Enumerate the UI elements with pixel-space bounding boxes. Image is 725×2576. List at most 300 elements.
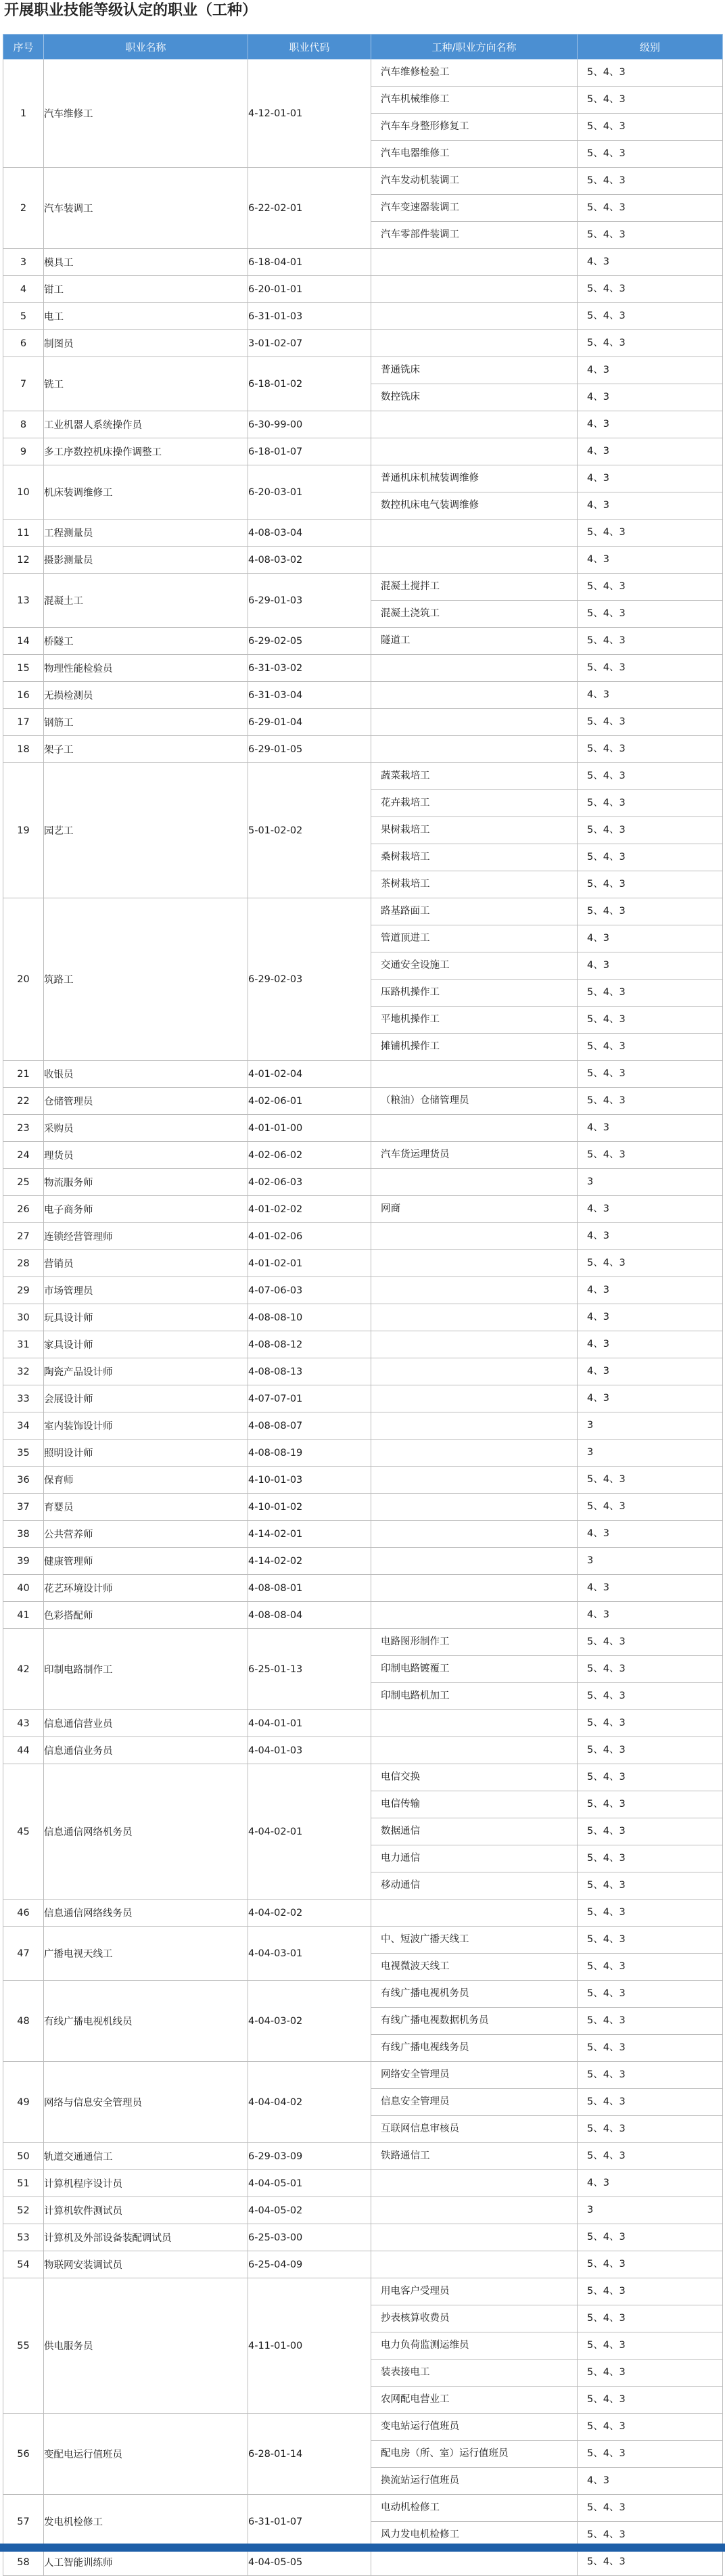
occupation-code: 6-25-01-13 [248, 1629, 371, 1710]
occupation-name: 玩具设计师 [44, 1304, 248, 1331]
row-seq: 32 [3, 1358, 44, 1385]
direction-name [371, 249, 577, 275]
table-row [3, 1088, 723, 1115]
direction-name: 换流站运行值班员 [371, 2467, 577, 2494]
occupation-code: 3-01-02-07 [248, 330, 371, 357]
header-level: 级别 [578, 34, 723, 60]
row-seq: 5 [3, 303, 44, 330]
direction-cell [371, 2495, 578, 2549]
direction-name [371, 1494, 577, 1520]
row-seq: 41 [3, 1602, 44, 1629]
direction-name [371, 303, 577, 329]
table-row [3, 1440, 723, 1467]
direction-name: 信息安全管理员 [371, 2088, 577, 2115]
occupation-name: 供电服务员 [44, 2278, 248, 2414]
level-value: 5、4、3 [587, 635, 626, 646]
row-seq: 27 [3, 1223, 44, 1250]
table-row [3, 682, 723, 709]
occupation-name: 变配电运行值班员 [44, 2414, 248, 2495]
occupation-code: 4-01-01-00 [248, 1115, 371, 1142]
direction-name [371, 520, 577, 546]
direction-name: 电力负荷监测运维员 [371, 2332, 577, 2359]
occupation-code: 4-10-01-02 [248, 1494, 371, 1521]
table-row [3, 1629, 723, 1710]
direction-name [371, 1710, 577, 1736]
level-cell [578, 2062, 723, 2143]
table-row [3, 276, 723, 303]
occupation-name: 园艺工 [44, 763, 248, 898]
level-value: 5、4、3 [578, 844, 722, 871]
table-row [3, 1927, 723, 1981]
table-row [3, 1900, 723, 1927]
level-value: 5、4、3 [578, 194, 722, 221]
direction-name: 农网配电营业工 [371, 2386, 577, 2413]
header-direction: 工种/职业方向名称 [371, 34, 578, 60]
level-cell [578, 1575, 723, 1602]
level-value: 5、4、3 [578, 1872, 722, 1899]
occupation-code: 5-01-02-02 [248, 763, 371, 898]
row-seq: 34 [3, 1412, 44, 1440]
table-row [3, 1385, 723, 1412]
level-value: 5、4、3 [578, 2359, 722, 2386]
table-row [3, 60, 723, 168]
occupation-code: 6-31-01-07 [248, 2495, 371, 2549]
occupation-code: 6-31-03-04 [248, 682, 371, 709]
level-cell [578, 2495, 723, 2549]
level-cell [578, 1629, 723, 1710]
occupation-code: 6-18-04-01 [248, 249, 371, 276]
level-cell [578, 1088, 723, 1115]
occupation-name: 钳工 [44, 276, 248, 303]
level-cell [578, 2278, 723, 2414]
direction-cell [371, 2251, 578, 2278]
occupation-name: 采购员 [44, 1115, 248, 1142]
direction-name: 数据通信 [371, 1818, 577, 1845]
row-seq: 1 [3, 60, 44, 168]
table-row [3, 2414, 723, 2495]
level-value: 5、4、3 [587, 527, 626, 538]
direction-name [371, 1169, 577, 1195]
level-value: 5、4、3 [578, 2088, 722, 2115]
occupation-code: 6-20-03-01 [248, 465, 371, 520]
occupation-name: 混凝土工 [44, 574, 248, 628]
occupation-code: 4-11-01-00 [248, 2278, 371, 2414]
level-value: 4、3 [587, 1609, 609, 1620]
level-value: 4、3 [587, 1230, 609, 1241]
level-cell [578, 1115, 723, 1142]
direction-name [371, 1521, 577, 1547]
occupation-code: 4-04-03-01 [248, 1927, 371, 1981]
row-seq: 25 [3, 1169, 44, 1196]
table-row [3, 249, 723, 276]
level-value: 5、4、3 [587, 1068, 626, 1079]
level-cell [578, 60, 723, 168]
direction-name: 混凝土搅拌工 [381, 581, 440, 592]
row-seq: 28 [3, 1250, 44, 1277]
direction-cell [371, 1061, 578, 1088]
occupation-code: 4-04-05-01 [248, 2170, 371, 2197]
occupation-name: 收银员 [44, 1061, 248, 1088]
direction-name [371, 1250, 577, 1276]
direction-name: 电力通信 [371, 1845, 577, 1872]
direction-cell [371, 1088, 578, 1115]
level-cell [578, 1467, 723, 1494]
direction-name: 汽车发动机装调工 [381, 175, 459, 186]
direction-cell [371, 736, 578, 763]
level-cell [578, 1250, 723, 1277]
row-seq: 22 [3, 1088, 44, 1115]
direction-name: 印制电路机加工 [371, 1682, 577, 1709]
row-seq: 20 [3, 898, 44, 1061]
table-row [3, 2278, 723, 2414]
level-value: 4、3 [587, 1312, 609, 1322]
direction-cell [371, 249, 578, 276]
occupation-name: 信息通信网络机务员 [44, 1764, 248, 1900]
direction-name [371, 1548, 577, 1574]
row-seq: 18 [3, 736, 44, 763]
level-value: 5、4、3 [587, 338, 626, 348]
direction-cell [371, 60, 578, 168]
level-cell [578, 763, 723, 898]
level-cell [578, 303, 723, 330]
level-cell [578, 1358, 723, 1385]
table-row [3, 1331, 723, 1358]
direction-cell [371, 1900, 578, 1927]
occupation-name: 制图员 [44, 330, 248, 357]
table-row [3, 1412, 723, 1440]
direction-cell [371, 411, 578, 438]
level-value: 5、4、3 [587, 67, 626, 78]
occupation-code: 6-29-01-04 [248, 709, 371, 736]
table-body [3, 60, 723, 2576]
direction-name: 印制电路镀覆工 [371, 1655, 577, 1682]
direction-cell [371, 276, 578, 303]
direction-name: 蔬菜栽培工 [381, 770, 430, 781]
row-seq: 52 [3, 2197, 44, 2224]
level-cell [578, 655, 723, 682]
direction-cell [371, 438, 578, 465]
level-value: 4、3 [578, 925, 722, 952]
occupation-name: 色彩搭配师 [44, 1602, 248, 1629]
table-row [3, 1115, 723, 1142]
row-seq: 42 [3, 1629, 44, 1710]
direction-name: 路基路面工 [381, 906, 430, 917]
direction-cell [371, 2197, 578, 2224]
table-row [3, 2495, 723, 2549]
direction-name: 变电站运行值班员 [381, 2421, 459, 2432]
occupation-code: 4-14-02-01 [248, 1521, 371, 1548]
level-cell [578, 2549, 723, 2576]
level-cell [578, 1169, 723, 1196]
level-value: 5、4、3 [578, 1845, 722, 1872]
occupation-code: 4-02-06-01 [248, 1088, 371, 1115]
direction-name: 网络安全管理员 [381, 2069, 450, 2080]
table-row [3, 168, 723, 249]
level-value: 5、4、3 [587, 716, 626, 727]
occupation-name: 物联网安装调试员 [44, 2251, 248, 2278]
occupation-code: 4-04-02-02 [248, 1900, 371, 1927]
level-cell [578, 1764, 723, 1900]
direction-cell [371, 1304, 578, 1331]
level-cell [578, 1981, 723, 2062]
direction-name: 摊铺机操作工 [371, 1033, 577, 1060]
row-seq: 21 [3, 1061, 44, 1088]
occupation-name: 轨道交通通信工 [44, 2143, 248, 2170]
direction-name: 中、短波广播天线工 [381, 1934, 469, 1945]
occupation-name: 电工 [44, 303, 248, 330]
direction-name: 汽车变速器装调工 [371, 194, 577, 221]
level-value: 5、4、3 [587, 1501, 626, 1512]
row-seq: 33 [3, 1385, 44, 1412]
direction-name: 普通机床机械装调维修 [381, 473, 479, 484]
table-row [3, 1575, 723, 1602]
direction-name [371, 438, 577, 465]
occupation-code: 4-12-01-01 [248, 60, 371, 168]
row-seq: 29 [3, 1277, 44, 1304]
occupation-name: 工程测量员 [44, 520, 248, 547]
direction-cell [371, 547, 578, 574]
direction-name [371, 1737, 577, 1764]
level-value: 5、4、3 [587, 770, 626, 781]
direction-cell [371, 465, 578, 520]
row-seq: 10 [3, 465, 44, 520]
direction-name: 隧道工 [381, 635, 411, 646]
row-seq: 9 [3, 438, 44, 465]
row-seq: 40 [3, 1575, 44, 1602]
level-cell [578, 438, 723, 465]
occupation-name: 营销员 [44, 1250, 248, 1277]
level-value: 5、4、3 [587, 1718, 626, 1728]
occupation-name: 桥隧工 [44, 628, 248, 655]
row-seq: 19 [3, 763, 44, 898]
direction-name: 风力发电机检修工 [371, 2521, 577, 2548]
direction-name: 装表接电工 [371, 2359, 577, 2386]
row-seq: 58 [3, 2549, 44, 2576]
direction-name [371, 1061, 577, 1087]
table-row [3, 520, 723, 547]
direction-cell [371, 628, 578, 655]
occupation-name: 会展设计师 [44, 1385, 248, 1412]
level-value: 4、3 [587, 554, 609, 565]
level-cell [578, 2170, 723, 2197]
direction-name [371, 330, 577, 356]
occupation-code: 4-04-05-02 [248, 2197, 371, 2224]
occupation-name: 连锁经营管理师 [44, 1223, 248, 1250]
occupation-code: 6-25-04-09 [248, 2251, 371, 2278]
occupation-name: 物理性能检验员 [44, 655, 248, 682]
level-value: 5、4、3 [587, 283, 626, 294]
occupation-code: 4-07-07-01 [248, 1385, 371, 1412]
direction-cell [371, 1981, 578, 2062]
direction-name [371, 2251, 577, 2278]
direction-name [371, 1440, 577, 1466]
occupation-name: 钢筋工 [44, 709, 248, 736]
direction-cell [371, 1331, 578, 1358]
direction-cell [371, 1467, 578, 1494]
level-value: 5、4、3 [578, 1006, 722, 1033]
level-cell [578, 898, 723, 1061]
table-row [3, 1764, 723, 1900]
direction-name: 数控机床电气装调维修 [371, 492, 577, 519]
level-value: 5、4、3 [578, 1655, 722, 1682]
level-value: 4、3 [587, 1393, 609, 1404]
level-cell [578, 574, 723, 628]
direction-cell [371, 1548, 578, 1575]
direction-name: 抄表核算收费员 [371, 2305, 577, 2332]
level-value: 5、4、3 [587, 743, 626, 754]
level-value: 5、4、3 [587, 662, 626, 673]
header-name: 职业名称 [44, 34, 248, 60]
level-value: 4、3 [587, 473, 609, 484]
occupation-code: 6-29-01-03 [248, 574, 371, 628]
header-code: 职业代码 [248, 34, 371, 60]
occupation-name: 计算机软件测试员 [44, 2197, 248, 2224]
direction-cell [371, 168, 578, 249]
direction-name [371, 1277, 577, 1304]
level-value: 5、4、3 [578, 2332, 722, 2359]
level-value: 5、4、3 [587, 1474, 626, 1485]
table-row [3, 411, 723, 438]
occupation-name: 信息通信业务员 [44, 1737, 248, 1764]
direction-name: 汽车车身整形修复工 [371, 113, 577, 140]
occupation-name: 模具工 [44, 249, 248, 276]
level-value: 4、3 [587, 1339, 609, 1350]
row-seq: 48 [3, 1981, 44, 2062]
table-row [3, 1277, 723, 1304]
table-row [3, 1521, 723, 1548]
direction-name [371, 2170, 577, 2196]
level-value: 5、4、3 [578, 2007, 722, 2034]
table-row [3, 1304, 723, 1331]
table-row [3, 547, 723, 574]
level-value: 4、3 [587, 1528, 609, 1539]
level-value: 5、4、3 [587, 1258, 626, 1268]
row-seq: 53 [3, 2224, 44, 2251]
table-row [3, 709, 723, 736]
occupation-code: 4-07-06-03 [248, 1277, 371, 1304]
table-row [3, 303, 723, 330]
table-row [3, 2197, 723, 2224]
direction-name: 交通安全设施工 [371, 952, 577, 979]
level-value: 5、4、3 [578, 2034, 722, 2061]
occupation-name: 照明设计师 [44, 1440, 248, 1467]
direction-name: 桑树栽培工 [371, 844, 577, 871]
direction-cell [371, 1250, 578, 1277]
level-value: 5、4、3 [587, 1745, 626, 1755]
row-seq: 8 [3, 411, 44, 438]
occupation-code: 6-29-02-03 [248, 898, 371, 1061]
level-value: 4、3 [578, 492, 722, 519]
level-value: 4、3 [587, 1366, 609, 1377]
direction-cell [371, 1494, 578, 1521]
occupation-name: 健康管理师 [44, 1548, 248, 1575]
occupation-name: 信息通信网络线务员 [44, 1900, 248, 1927]
level-value: 5、4、3 [578, 221, 722, 248]
direction-name: 汽车货运理货员 [381, 1149, 450, 1160]
table-row [3, 2062, 723, 2143]
row-seq: 3 [3, 249, 44, 276]
level-cell [578, 1277, 723, 1304]
direction-name: 有线广播电视线务员 [371, 2034, 577, 2061]
level-value: 5、4、3 [587, 1149, 626, 1160]
direction-cell [371, 1115, 578, 1142]
occupation-name: 物流服务师 [44, 1169, 248, 1196]
occupation-name: 公共营养师 [44, 1521, 248, 1548]
occupation-name: 工业机器人系统操作员 [44, 411, 248, 438]
direction-name: 混凝土浇筑工 [371, 600, 577, 627]
occupation-name: 花艺环境设计师 [44, 1575, 248, 1602]
direction-name [371, 1602, 577, 1628]
level-cell [578, 1900, 723, 1927]
row-seq: 37 [3, 1494, 44, 1521]
direction-cell [371, 2414, 578, 2495]
level-cell [578, 1602, 723, 1629]
direction-cell [371, 655, 578, 682]
direction-cell [371, 2062, 578, 2143]
occupation-code: 4-04-01-01 [248, 1710, 371, 1737]
direction-cell [371, 1521, 578, 1548]
row-seq: 55 [3, 2278, 44, 2414]
level-cell [578, 2197, 723, 2224]
direction-cell [371, 709, 578, 736]
level-value: 5、4、3 [587, 310, 626, 321]
level-value: 4、3 [587, 1285, 609, 1295]
direction-name [371, 736, 577, 762]
level-value: 5、4、3 [587, 2556, 626, 2567]
level-value: 3 [587, 1447, 594, 1458]
row-seq: 12 [3, 547, 44, 574]
row-seq: 13 [3, 574, 44, 628]
level-value: 3 [587, 1176, 594, 1187]
table-row [3, 465, 723, 520]
occupation-code: 6-28-01-14 [248, 2414, 371, 2495]
direction-name: 用电客户受理员 [381, 2286, 450, 2297]
direction-name: 汽车机械维修工 [371, 86, 577, 113]
level-cell [578, 1494, 723, 1521]
occupation-table [3, 34, 723, 2576]
direction-name: 汽车维修检验工 [381, 67, 450, 78]
row-seq: 26 [3, 1196, 44, 1223]
level-value: 5、4、3 [578, 1818, 722, 1845]
direction-cell [371, 1927, 578, 1981]
occupation-code: 6-22-02-01 [248, 168, 371, 249]
level-cell [578, 1304, 723, 1331]
level-value: 5、4、3 [578, 140, 722, 167]
occupation-code: 6-29-02-05 [248, 628, 371, 655]
table-row [3, 1737, 723, 1764]
level-cell [578, 2143, 723, 2170]
level-value: 5、4、3 [587, 175, 626, 186]
direction-name [371, 1115, 577, 1141]
direction-name: 铁路通信工 [381, 2150, 430, 2161]
level-value: 4、3 [587, 419, 609, 430]
level-cell [578, 736, 723, 763]
occupation-name: 机床装调维修工 [44, 465, 248, 520]
direction-name [371, 1304, 577, 1331]
occupation-name: 理货员 [44, 1142, 248, 1169]
occupation-code: 6-20-01-01 [248, 276, 371, 303]
occupation-name: 有线广播电视机线员 [44, 1981, 248, 2062]
occupation-code: 4-04-04-02 [248, 2062, 371, 2143]
direction-name: 果树栽培工 [371, 816, 577, 844]
direction-name: 普通铣床 [381, 365, 420, 375]
level-value: 4、3 [578, 384, 722, 411]
row-seq: 2 [3, 168, 44, 249]
level-value: 5、4、3 [587, 2150, 626, 2161]
direction-name: 花卉栽培工 [371, 789, 577, 816]
direction-name: 汽车零部件装调工 [371, 221, 577, 248]
direction-name: 茶树栽培工 [371, 871, 577, 898]
